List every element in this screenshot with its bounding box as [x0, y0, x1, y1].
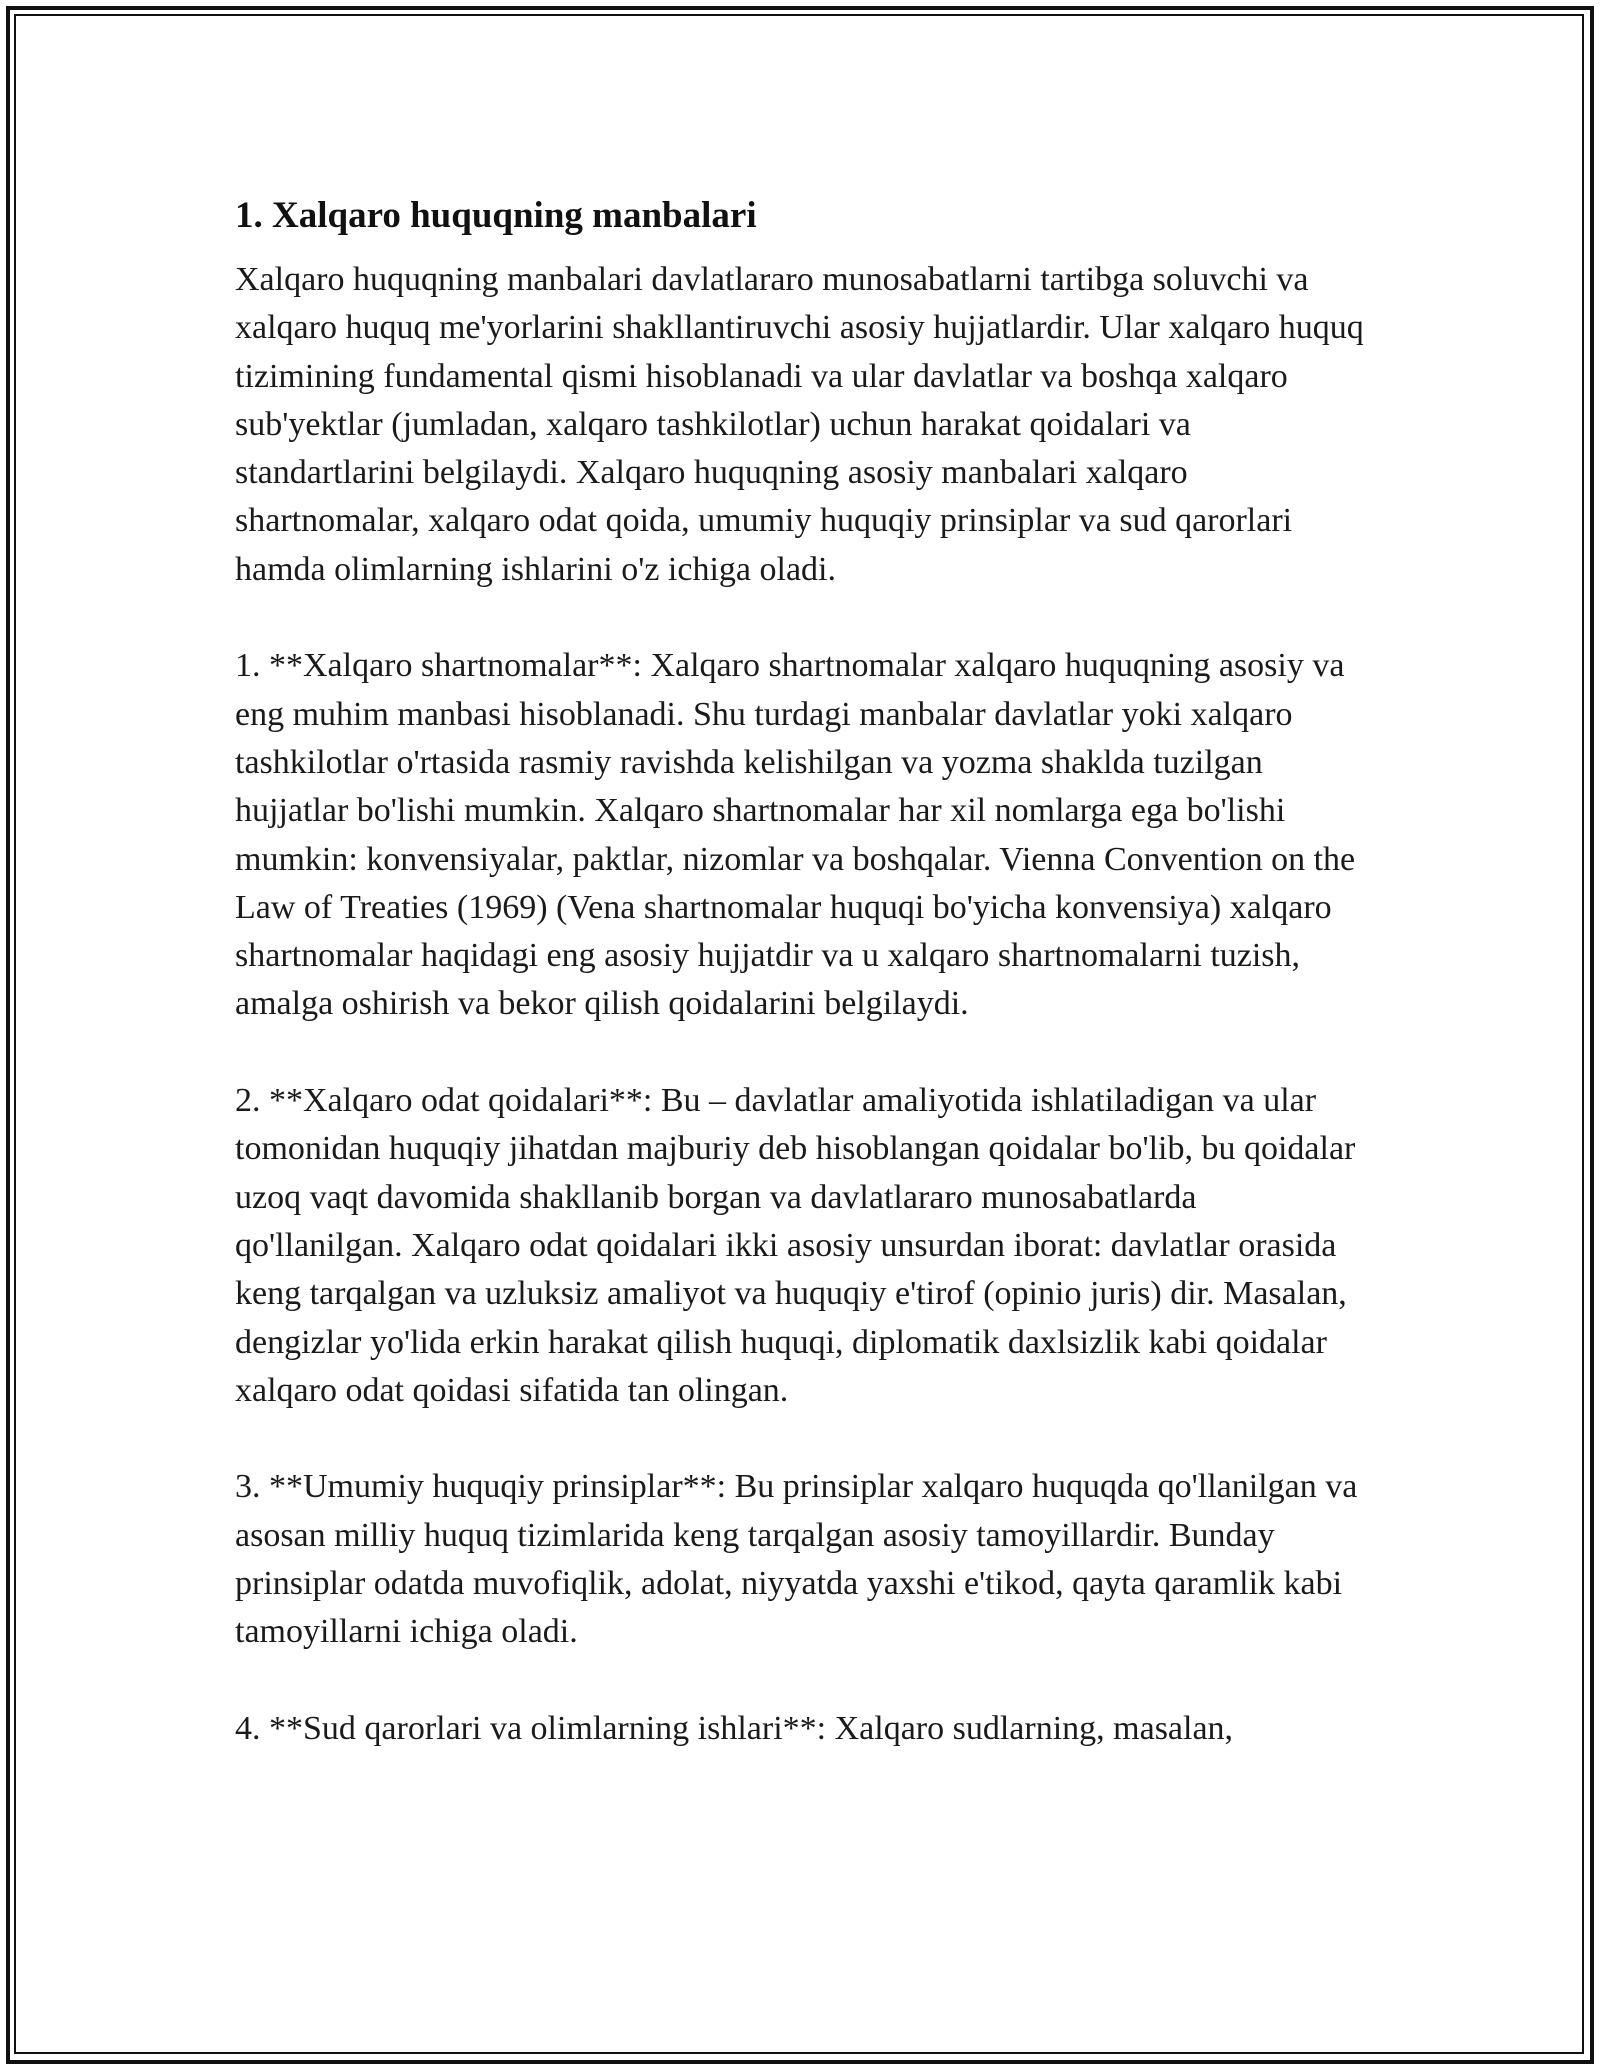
paragraph-spacer [235, 1415, 1365, 1463]
list-item-customary-rules: 2. **Xalqaro odat qoidalari**: Bu – davlatlar amaliyotida ishlatiladigan va ular tomonidan huquqiy jihatdan majburiy deb hisoblangan qoidalar bo'lib, bu qoidalar uzoq vaqt davomida shakllanib borgan va davlatlararo munosabatlarda qo'llanilgan. Xalqaro odat qoidalari ikki asosiy unsurdan iborat: davlatlar orasida keng tarqalgan va uzluksiz amaliyot va huquqiy e'tirof (opinio juris) dir. Masalan, dengizlar yo'lida erkin harakat qilish huquqi, diplomatik daxlsizlik kabi qoidalar xalqaro odat qoidasi sifatida tan olingan. [235, 1082, 1356, 1409]
document-body [235, 186, 1365, 1753]
paragraph-spacer [235, 1029, 1365, 1077]
intro-paragraph: Xalqaro huquqning manbalari davlatlararo munosabatlarni tartibga soluvchi va xalqaro huquq me'yorlarini shakllantiruvchi asosiy hujjatlardir. Ular xalqaro huquq tizimining fundamental qismi hisoblanadi va ular davlatlar va boshqa xalqaro sub'yektlar (jumladan, xalqaro tashkilotlar) uchun harakat qoidalari va standartlarini belgilaydi. Xalqaro huquqning asosiy manbalari xalqaro shartnomalar, xalqaro odat qoida, umumiy huquqiy prinsiplar va sud qarorlari hamda olimlarning ishlarini o'z ichiga oladi. [235, 261, 1364, 588]
section-heading: 1. Xalqaro huquqning manbalari [235, 195, 757, 236]
list-item-court-decisions: 4. **Sud qarorlari va olimlarning ishlari**: Xalqaro sudlarning, masalan, [235, 1709, 1234, 1747]
list-item-treaties: 1. **Xalqaro shartnomalar**: Xalqaro shartnomalar xalqaro huquqning asosiy va eng muhim manbasi hisoblanadi. Shu turdagi manbalar davlatlar yoki xalqaro tashkilotlar o'rtasida rasmiy ravishda kelishilgan va yozma shaklda tuzilgan hujjatlar bo'lishi mumkin. Xalqaro shartnomalar har xil nomlarga ega bo'lishi mumkin: konvensiyalar, paktlar, nizomlar va boshqalar. Vienna Convention on the Law of Treaties (1969) (Vena shartnomalar huquqi bo'yicha konvensiya) xalqaro shartnomalar haqidagi eng asosiy hujjatdir va u xalqaro shartnomalarni tuzish, amalga oshirish va bekor qilish qoidalarini belgilaydi. [235, 647, 1356, 1023]
paragraph-spacer [235, 1657, 1365, 1705]
paragraph-spacer [235, 594, 1365, 642]
list-item-general-principles: 3. **Umumiy huquqiy prinsiplar**: Bu prinsiplar xalqaro huquqda qo'llanilgan va asosan milliy huquq tizimlarida keng tarqalgan asosiy tamoyillardir. Bunday prinsiplar odatda muvofiqlik, adolat, niyyatda yaxshi e'tikod, qayta qaramlik kabi tamoyillarni ichiga oladi. [235, 1468, 1358, 1651]
